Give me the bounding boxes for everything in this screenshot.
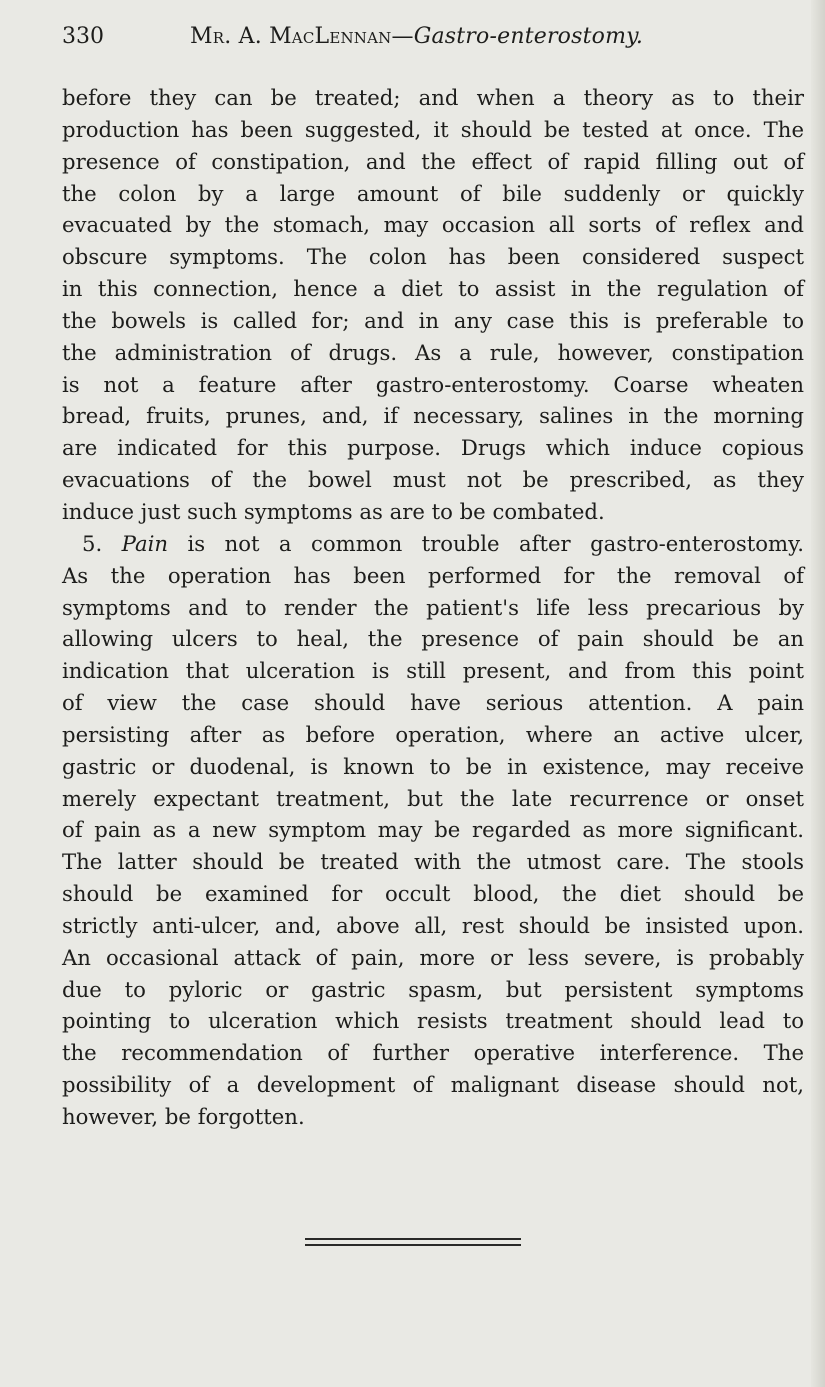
text-line: bread, fruits, prunes, and, if necessary, salines in the morning: [62, 403, 804, 429]
text-line: strictly anti-ulcer, and, above all, rest should be insisted upon.: [62, 912, 804, 938]
page-number: 330: [62, 24, 104, 49]
rule-line-top: [305, 1238, 521, 1240]
text-line: are indicated for this purpose. Drugs which induce copious: [62, 435, 804, 461]
author-name: Mr. A. MacLennan: [190, 24, 392, 49]
paragraph-continuation: [62, 82, 804, 528]
page-edge: [811, 0, 825, 1387]
body-text: [62, 82, 804, 1133]
text-line: evacuations of the bowel must not be prescribed, as they: [62, 467, 804, 493]
text-line: is not a feature after gastro-enterostomy. Coarse wheaten: [62, 371, 804, 397]
text-line: symptoms and to render the patient's life less precarious by: [62, 594, 804, 620]
text-line: indication that ulceration is still present, and from this point: [62, 658, 804, 684]
text-line: before they can be treated; and when a theory as to their: [62, 85, 804, 110]
text-line: pointing to ulceration which resists treatment should lead to: [62, 1008, 804, 1034]
text-line: however, be forgotten.: [62, 1104, 305, 1129]
article-title: Gastro-enterostomy.: [413, 24, 644, 49]
text-line: the bowels is called for; and in any case this is preferable to: [62, 307, 804, 333]
text-line: of view the case should have serious attention. A pain: [62, 690, 804, 716]
paragraph-first-line: [62, 528, 804, 560]
text-line: production has been suggested, it should be tested at once. The: [62, 116, 804, 142]
text-line: The latter should be treated with the utmost care. The stools: [62, 849, 804, 875]
text-line: presence of constipation, and the effect of rapid filling out of: [62, 148, 804, 174]
text-line: merely expectant treatment, but the late recurrence or onset: [62, 785, 804, 811]
title-separator: —: [391, 24, 414, 49]
text-line: in this connection, hence a diet to assist in the regulation of: [62, 276, 804, 302]
running-header: [62, 20, 804, 54]
text-line: gastric or duodenal, is known to be in existence, may receive: [62, 753, 804, 779]
text-line: should be examined for occult blood, the diet should be: [62, 881, 804, 907]
text-line: the administration of drugs. As a rule, however, constipation: [62, 339, 804, 365]
text-line: persisting after as before operation, where an active ulcer,: [62, 721, 804, 747]
text-line: As the operation has been performed for the removal of: [62, 562, 804, 588]
text-line: induce just such symptoms as are to be combated.: [62, 498, 605, 524]
text-line: due to pyloric or gastric spasm, but persistent symptoms: [62, 976, 804, 1002]
text-line: An occasional attack of pain, more or less severe, is probably: [62, 944, 804, 970]
rule-line-bottom: [305, 1244, 521, 1246]
text-line: evacuated by the stomach, may occasion all sorts of reflex and: [62, 212, 804, 238]
text-line: the recommendation of further operative interference. The: [62, 1040, 804, 1066]
text-line: possibility of a development of malignant disease should not,: [62, 1072, 804, 1098]
running-title: [190, 20, 643, 54]
section-heading: Pain: [121, 530, 169, 556]
text-line: obscure symptoms. The colon has been considered suspect: [62, 244, 804, 270]
text-line: of pain as a new symptom may be regarded as more significant.: [62, 817, 804, 843]
text-line: the colon by a large amount of bile suddenly or quickly: [62, 180, 804, 206]
section-number: 5.: [82, 530, 103, 556]
first-line-text: is not a common trouble after gastro-enterostomy.: [187, 530, 804, 556]
text-line: allowing ulcers to heal, the presence of pain should be an: [62, 626, 804, 652]
paragraph-pain: [62, 528, 804, 1133]
section-end-rule: [305, 1238, 521, 1248]
